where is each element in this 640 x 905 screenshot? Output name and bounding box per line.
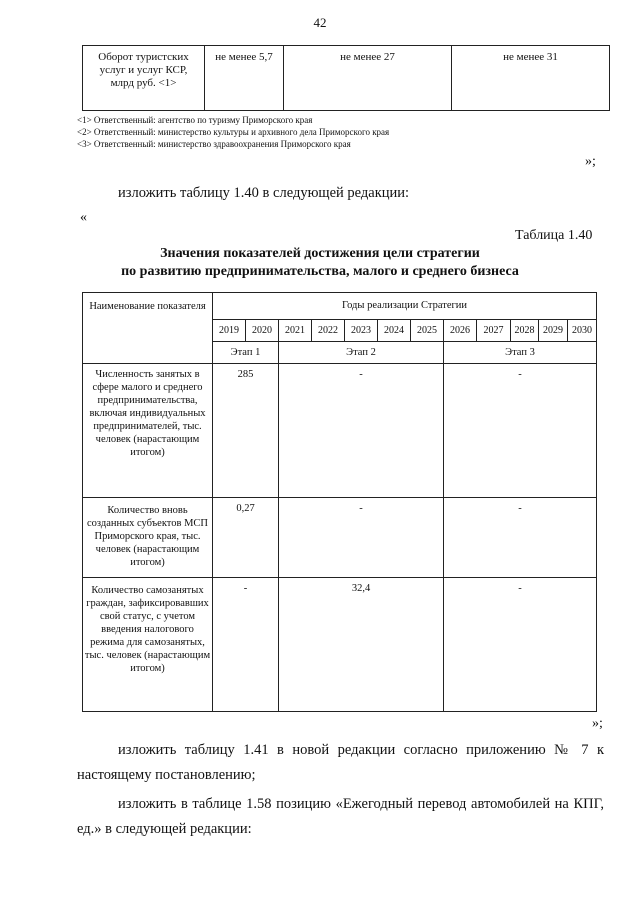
row-stage-3-value: -: [444, 364, 597, 498]
previous-table-value-3: не менее 31: [452, 46, 610, 111]
year-cell: 2022: [312, 320, 345, 342]
previous-table-value-1: не менее 5,7: [205, 46, 284, 111]
stage-1-header: Этап 1: [213, 342, 279, 364]
table-title-line-1: Значения показателей достижения цели стратегии: [160, 246, 480, 261]
row-stage-2-value: 32,4: [279, 578, 444, 712]
year-cell: 2025: [411, 320, 444, 342]
table-row: [83, 498, 597, 578]
opening-quote: «: [80, 210, 87, 225]
row-stage-3-value: -: [444, 498, 597, 578]
footnote-1: <1> Ответственный: агентство по туризму Приморского края: [77, 115, 313, 125]
footnote-2: <2> Ответственный: министерство культуры и архивного дела Приморского края: [77, 127, 390, 137]
table-label: Таблица 1.40: [515, 228, 593, 243]
table-title-line-2: по развитию предпринимательства, малого и среднего бизнеса: [121, 264, 519, 279]
table-row: [83, 364, 597, 498]
previous-table: [82, 45, 610, 111]
page-number: 42: [313, 15, 327, 30]
year-cell: 2019: [213, 320, 246, 342]
row-stage-1-value: -: [213, 578, 279, 712]
year-cell: 2020: [246, 320, 279, 342]
instruction-paragraph-3: изложить в таблице 1.58 позицию «Ежегодный перевод автомобилей на КПГ, ед.» в следующей редакции:: [77, 796, 604, 837]
footnote-3: <3> Ответственный: министерство здравоохранения Приморского края: [77, 139, 351, 149]
row-stage-3-value: -: [444, 578, 597, 712]
year-cell: 2030: [568, 320, 597, 342]
year-cell: 2026: [444, 320, 477, 342]
instruction-paragraph-2: изложить таблицу 1.41 в новой редакции согласно приложению № 7 к настоящему постановлению;: [77, 742, 604, 783]
row-stage-1-value: 285: [213, 364, 279, 498]
stage-3-header: Этап 3: [444, 342, 597, 364]
row-stage-2-value: -: [279, 364, 444, 498]
previous-table-value-2: не менее 27: [284, 46, 452, 111]
table-row: [83, 578, 597, 712]
year-cell: 2029: [539, 320, 568, 342]
year-cell: 2023: [345, 320, 378, 342]
row-indicator: Количество самозанятых граждан, зафиксировавших свой статус, с учетом введения налогового режима для самозанятых, тыс. человек (нарастающим итогом): [83, 578, 213, 712]
closing-quote: »;: [585, 154, 596, 169]
indicators-table: [82, 292, 597, 712]
row-stage-1-value: 0,27: [213, 498, 279, 578]
row-indicator: Численность занятых в сфере малого и среднего предпринимательства, включая индивидуальных предпринимателей, тыс. человек (нарастающим итогом): [83, 364, 213, 498]
previous-table-indicator: Оборот туристских услуг и услуг КСР, млрд руб. <1>: [83, 46, 205, 111]
row-indicator: Количество вновь созданных субъектов МСП Приморского края, тыс. человек (нарастающим итогом): [83, 498, 213, 578]
closing-quote-2: »;: [592, 716, 603, 731]
stage-2-header: Этап 2: [279, 342, 444, 364]
year-cell: 2021: [279, 320, 312, 342]
year-cell: 2028: [511, 320, 539, 342]
year-cell: 2027: [477, 320, 511, 342]
header-years: Годы реализации Стратегии: [213, 293, 597, 320]
year-cell: 2024: [378, 320, 411, 342]
header-indicator: Наименование показателя: [83, 293, 213, 364]
instruction-paragraph: изложить таблицу 1.40 в следующей редакции:: [118, 185, 410, 201]
row-stage-2-value: -: [279, 498, 444, 578]
